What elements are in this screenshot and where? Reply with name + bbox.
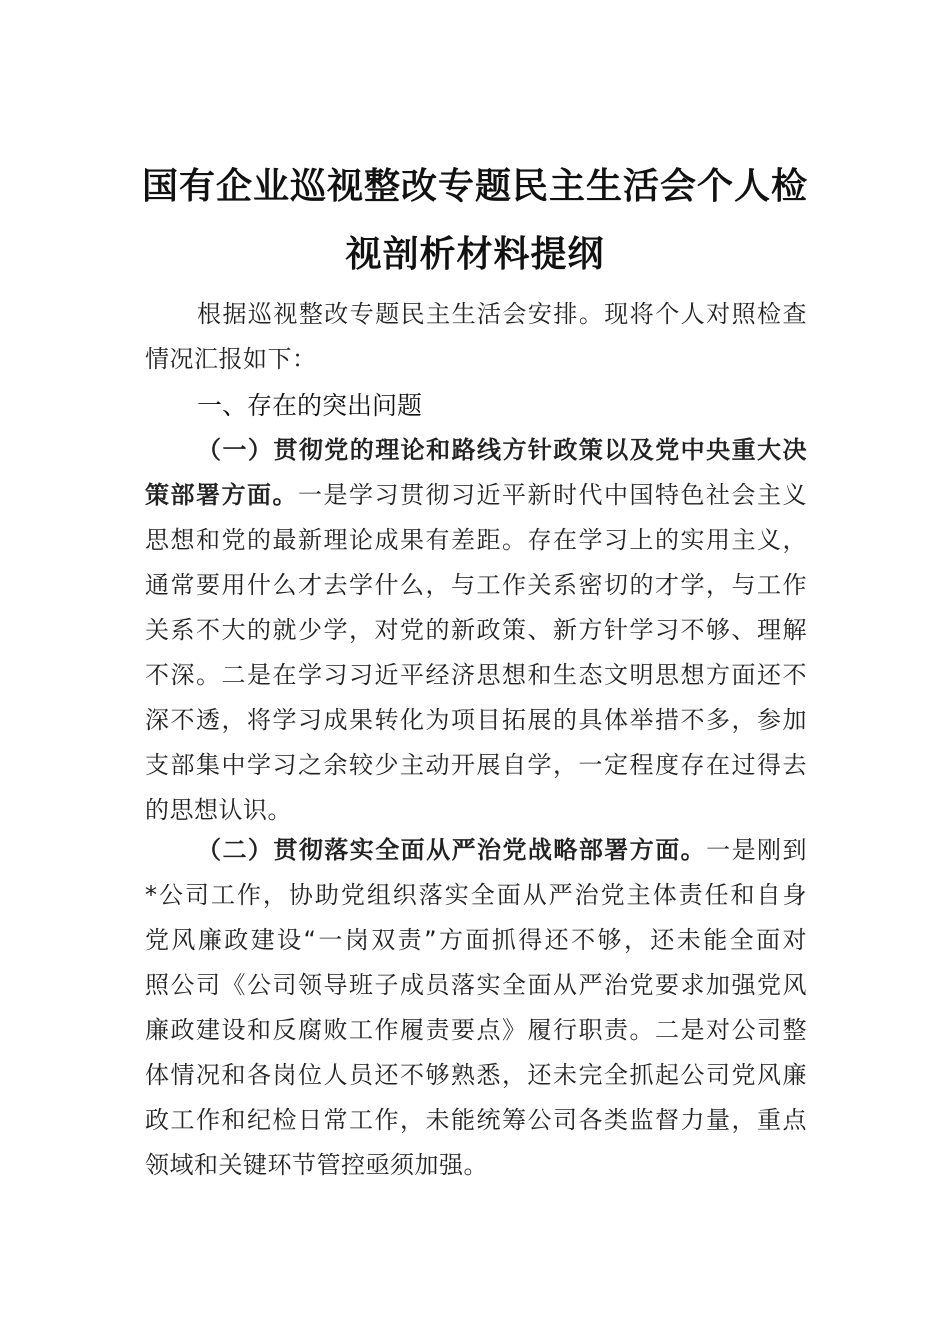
item-2-line-2: *公司工作，协助党组织落实全面从严治党主体责任和自身 bbox=[145, 881, 807, 909]
intro-line-2: 情况汇报如下： bbox=[145, 345, 317, 373]
item-2-line-7: 政工作和纪检日常工作，未能统筹公司各类监督力量，重点 bbox=[145, 1106, 807, 1134]
intro-paragraph bbox=[145, 292, 807, 382]
item-2-line-1 bbox=[145, 828, 807, 873]
item-1-line-2-text: 一是学习贯彻习近平新时代中国特色社会主义 bbox=[298, 481, 807, 509]
item-2-line-8: 领域和关键环节管控亟须加强。 bbox=[145, 1151, 488, 1179]
item-2-line-5: 廉政建设和反腐败工作履责要点》履行职责。二是对公司整 bbox=[145, 1016, 807, 1044]
item-1-line-5: 关系不大的就少学，对党的新政策、新方针学习不够、理解 bbox=[145, 616, 807, 644]
item-1-heading-cont: 策部署方面。 bbox=[145, 481, 298, 509]
item-2-line-1-text: 一是刚到 bbox=[706, 836, 807, 864]
item-1-line-7: 深不透，将学习成果转化为项目拓展的具体举措不多，参加 bbox=[145, 706, 807, 734]
document-title-line-2: 视剖析材料提纲 bbox=[345, 233, 605, 275]
item-2-paragraph bbox=[145, 828, 807, 1188]
document-title-line-1: 国有企业巡视整改专题民主生活会个人检 bbox=[141, 165, 808, 207]
intro-line-1: 根据巡视整改专题民主生活会安排。现将个人对照检查 bbox=[197, 300, 807, 328]
item-1-line-4: 通常要用什么才去学什么，与工作关系密切的才学，与工作 bbox=[145, 571, 807, 599]
item-1-line-3: 思想和党的最新理论成果有差距。存在学习上的实用主义， bbox=[145, 526, 807, 554]
item-2-line-6: 体情况和各岗位人员还不够熟悉，还未完全抓起公司党风廉 bbox=[145, 1061, 807, 1089]
item-2-line-3: 党风廉政建设“一岗双责”方面抓得还不够，还未能全面对 bbox=[145, 926, 807, 954]
item-1-line-8: 支部集中学习之余较少主动开展自学，一定程度存在过得去 bbox=[145, 751, 807, 779]
item-2-line-4: 照公司《公司领导班子成员落实全面从严治党要求加强党风 bbox=[145, 971, 807, 999]
item-2-heading: （二）贯彻落实全面从严治党战略部署方面。 bbox=[197, 836, 707, 864]
item-1-line-2 bbox=[145, 473, 807, 518]
section-1-heading: 一、存在的突出问题 bbox=[197, 391, 423, 420]
item-1-paragraph bbox=[145, 428, 807, 833]
item-1-heading: （一）贯彻党的理论和路线方针政策以及党中央重大决 bbox=[197, 436, 807, 464]
item-1-line-6: 不深。二是在学习习近平经济思想和生态文明思想方面还不 bbox=[145, 661, 807, 689]
item-1-line-9: 的思想认识。 bbox=[145, 796, 292, 824]
